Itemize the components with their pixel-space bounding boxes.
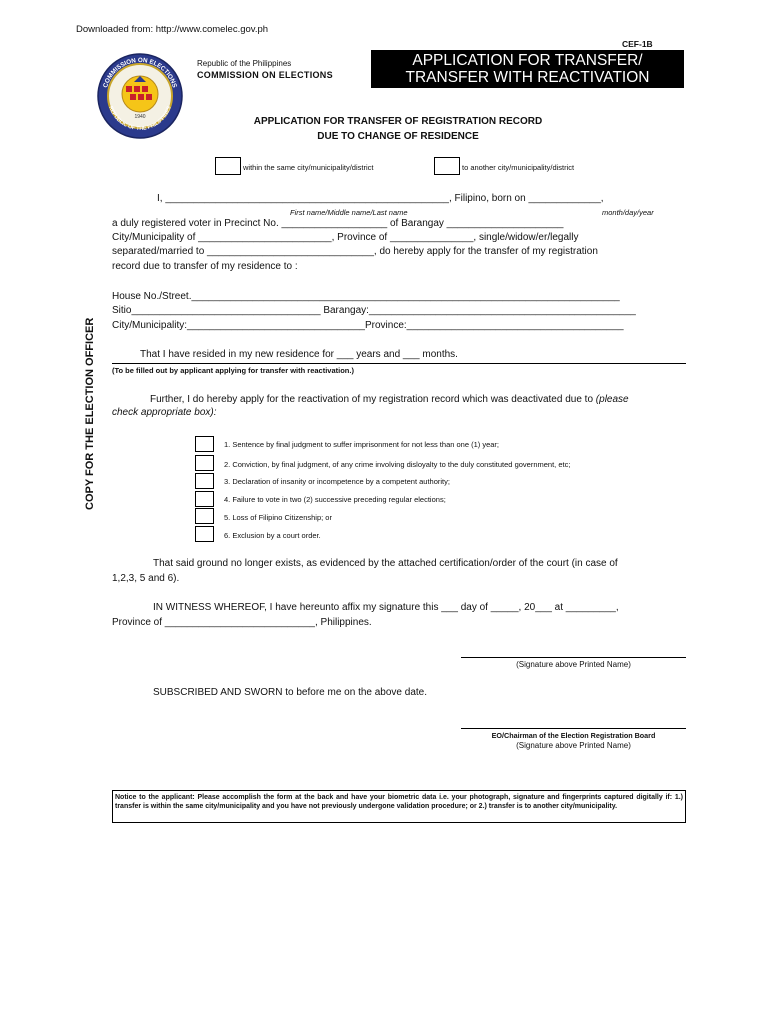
ground-statement-line1: That said ground no longer exists, as evidenced by the attached certification/order of the court (in case of: [153, 558, 618, 569]
applicant-signature-caption: (Signature above Printed Name): [516, 660, 631, 669]
another-city-label: to another city/municipality/district: [462, 163, 575, 172]
seal-top-text: COMMISSION ON ELECTIONS: [102, 56, 178, 89]
commission-label: COMMISSION ON ELECTIONS: [197, 70, 333, 80]
reactivation-paragraph-line1: [150, 394, 629, 405]
officer-title: EO/Chairman of the Election Registration Board: [491, 731, 656, 740]
record-transfer-line: record due to transfer of my residence to :: [112, 261, 298, 272]
witness-line2[interactable]: Province of ___________________________, Philippines.: [112, 617, 372, 628]
resided-duration-line[interactable]: That I have resided in my new residence for ___ years and ___ months.: [140, 349, 458, 360]
ground-6-label: 6. Exclusion by a court order.: [224, 531, 321, 540]
reactivation-paragraph-text: Further, I do hereby apply for the reactivation of my registration record which was deactivated due to: [150, 394, 594, 405]
form-code: CEF-1B: [622, 39, 653, 49]
side-label-copy: COPY FOR THE ELECTION OFFICER: [84, 317, 96, 510]
sitio-barangay-field[interactable]: Sitio__________________________________ Barangay:________________________________________________: [112, 305, 636, 316]
another-city-checkbox[interactable]: [434, 157, 460, 175]
heading-line2: DUE TO CHANGE OF RESIDENCE: [317, 131, 479, 142]
form-title-line2: TRANSFER WITH REACTIVATION: [405, 69, 650, 86]
ground-4-checkbox[interactable]: [195, 491, 214, 507]
form-title-box: [371, 50, 684, 88]
ground-3-label: 3. Declaration of insanity or incompetence by a competent authority;: [224, 477, 450, 486]
section-divider: [112, 363, 686, 364]
city-province-line[interactable]: City/Municipality of ________________________, Province of _______________, single/widow/er/legally: [112, 232, 579, 243]
ground-1-label: 1. Sentence by final judgment to suffer imprisonment for not less than one (1) year;: [224, 440, 500, 449]
reactivation-paragraph-line2: check appropriate box):: [112, 407, 217, 418]
sworn-statement: SUBSCRIBED AND SWORN to before me on the above date.: [153, 687, 428, 698]
form-title-line1: APPLICATION FOR TRANSFER/: [412, 52, 643, 69]
ground-3-checkbox[interactable]: [195, 473, 214, 489]
source-line: Downloaded from: http://www.comelec.gov.ph: [76, 24, 269, 35]
applicant-notice-box: Notice to the applicant: Please accomplish the form at the back and have your biometric data i.e. your photograph, signature and fingerprints captured digitally if: 1.) transfer is within the same city/municipality and you have not previously undergone validation procedure; or 2.) transfer is to another city/municipality.: [112, 790, 686, 823]
ground-5-label: 5. Loss of Filipino Citizenship; or: [224, 513, 332, 522]
republic-label: Republic of the Philippines: [197, 59, 292, 68]
seal-bottom-text: REPUBLIC OF THE PHILIPPINES: [107, 105, 173, 133]
date-hint: month/day/year: [602, 208, 654, 217]
applicant-signature-line[interactable]: [461, 657, 686, 658]
officer-signature-line[interactable]: [461, 728, 686, 729]
heading-line1: APPLICATION FOR TRANSFER OF REGISTRATION RECORD: [253, 116, 543, 127]
officer-signature-caption: (Signature above Printed Name): [516, 741, 631, 750]
city-province-field[interactable]: City/Municipality:________________________________Province:_______________________________________: [112, 320, 624, 331]
seal-year: 1940: [134, 114, 146, 120]
ground-1-checkbox[interactable]: [195, 436, 214, 452]
ground-4-label: 4. Failure to vote in two (2) successive preceding regular elections;: [224, 495, 446, 504]
witness-line1[interactable]: IN WITNESS WHEREOF, I have hereunto affix my signature this ___ day of _____, 20___ at _________,: [153, 602, 619, 613]
precinct-line[interactable]: a duly registered voter in Precinct No. ___________________ of Barangay _____________________: [112, 218, 564, 229]
spouse-line[interactable]: separated/married to ______________________________, do hereby apply for the transfer of my registration: [112, 246, 598, 257]
ground-2-label: 2. Conviction, by final judgment, of any crime involving disloyalty to the duly constituted government, etc;: [224, 460, 571, 469]
reactivation-paragraph-italic: (please: [595, 394, 629, 405]
ground-5-checkbox[interactable]: [195, 508, 214, 524]
ground-6-checkbox[interactable]: [195, 526, 214, 542]
within-city-checkbox[interactable]: [215, 157, 241, 175]
house-street-field[interactable]: House No./Street._____________________________________________________________________________: [112, 291, 620, 302]
ground-statement-line2: 1,2,3, 5 and 6).: [112, 573, 180, 584]
applicant-name-line[interactable]: I, ___________________________________________________, Filipino, born on _____________,: [157, 193, 604, 204]
within-city-label: within the same city/municipality/district: [243, 163, 374, 172]
name-hint: First name/Middle name/Last name: [290, 208, 408, 217]
ground-2-checkbox[interactable]: [195, 455, 214, 471]
reactivation-note: (To be filled out by applicant applying for transfer with reactivation.): [112, 366, 354, 375]
